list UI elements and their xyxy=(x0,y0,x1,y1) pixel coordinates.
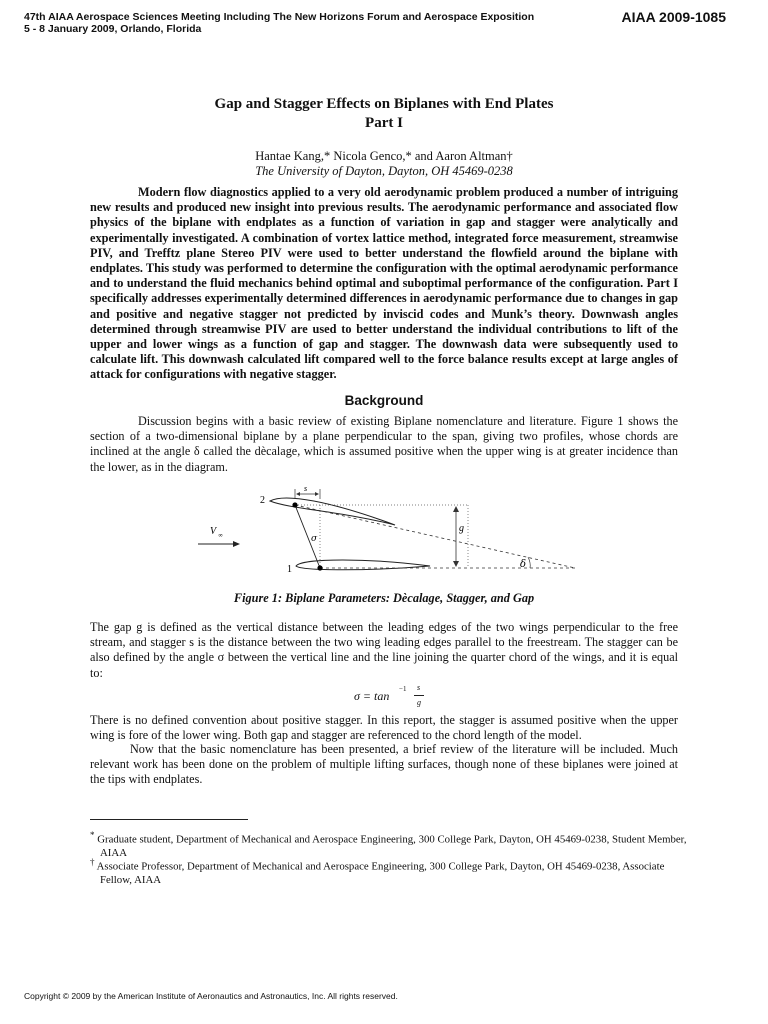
conference-header xyxy=(24,11,534,35)
footnote-2 xyxy=(90,856,688,887)
abstract: Modern flow diagnostics applied to a very old aerodynamic problem produced a number of intriguing new results and produced new insight into previous results. The aerodynamic performance and associated flow physics of the biplane with endplates as a function of variation in gap and stagger were analytically and experimentally investigated. A combination of vortex lattice method, integrated force measurement, streamwise PIV, and Trefftz plane Stereo PIV were used to better understand the flowfield around the biplane with endplates. This study was performed to determine the configuration with the optimal aerodynamic performance and to understand the fluid mechanics behind optimal and suboptimal performance of the configuration. Part I specifically addresses experimentally determined differences in aerodynamic performance due to changes in gap and positive and negative stagger not predicted by inviscid codes and Munk’s theory. Downwash angles determined through streamwise PIV are used to better understand the individual contributions to lift of the upper and lower wings as a function of gap and stagger. The downwash data were subsequently used to calculate lift. This downwash calculated lift compared well to the force balance results except at large angles of attack for configurations with negative stagger. xyxy=(90,185,678,382)
wing-1-label: 1 xyxy=(287,564,292,575)
equation-lhs: σ = tan xyxy=(354,689,390,703)
footnote-1-text: Graduate student, Department of Mechanical and Aerospace Engineering, 300 College Park, Dayton, OH 45469-0238, Student Member, AIAA xyxy=(97,833,687,859)
copyright-notice: Copyright © 2009 by the American Institute of Aeronautics and Astronautics, Inc. All rights reserved. xyxy=(24,991,398,1001)
biplane-diagram xyxy=(190,487,590,577)
equation-numerator: s xyxy=(417,683,421,692)
footnote-2-text: Associate Professor, Department of Mechanical and Aerospace Engineering, 300 College Park, Dayton, OH 45469-0238, Associate Fellow, AIAA xyxy=(96,860,665,886)
delta-label: δ xyxy=(520,559,527,570)
conference-name: 47th AIAA Aerospace Sciences Meeting Including The New Horizons Forum and Aerospace Exposition xyxy=(24,11,535,23)
conference-dates: 5 - 8 January 2009, Orlando, Florida xyxy=(24,23,202,35)
footnote-1-mark: * xyxy=(90,830,95,840)
figure-caption: Figure 1: Biplane Parameters: Dècalage, Stagger, and Gap xyxy=(233,591,535,605)
paragraph-literature: Now that the basic nomenclature has been presented, a brief review of the literature will be included. Much relevant work has been done on the problem of multiple lifting surfaces, though none of these biplanes were joined at the tips with endplates. xyxy=(90,742,678,787)
title-line-1: Gap and Stagger Effects on Biplanes with End Plates xyxy=(214,96,554,112)
authors: Hantae Kang,* Nicola Genco,* and Aaron Altman† xyxy=(255,149,513,163)
chord-extension-line xyxy=(295,505,575,568)
lower-quarter-chord-point xyxy=(317,565,322,570)
upper-quarter-chord-point xyxy=(292,502,297,507)
paragraph-gap-definition: The gap g is defined as the vertical distance between the leading edges of the two wings perpendicular to the free stream, and stagger s is the distance between the two wing leading edges parallel to the freestream. The stagger can be also defined by the angle σ between the vertical line and the line joining the quarter chord of the wings, and it is equal to: xyxy=(90,620,678,680)
footnote-2-mark: † xyxy=(90,857,95,867)
equation-fraction-bar xyxy=(414,695,424,696)
paragraph-stagger-convention: There is no defined convention about positive stagger. In this report, the stagger is assumed positive when the upper wing is fore of the lower wing. Both gap and stagger are referenced to the chord length of the model. xyxy=(90,713,678,743)
sigma-label: σ xyxy=(311,534,318,544)
footnote-divider xyxy=(90,819,248,820)
paper-number: AIAA 2009-1085 xyxy=(621,9,726,25)
affiliation: The University of Dayton, Dayton, OH 45469-0238 xyxy=(255,164,513,178)
equation-denominator: g xyxy=(417,698,421,707)
decalage-arc xyxy=(528,557,530,568)
stagger-label: s xyxy=(304,487,308,493)
paragraph-intro: Discussion begins with a basic review of existing Biplane nomenclature and literature. Figure 1 shows the section of a two-dimensional biplane by a plane perpendicular to the span, giving two profiles, whose chords are inclined at the angle δ called the dècalage, which is assumed positive when the upper wing is at greater incidence than the lower, as in the diagram. xyxy=(90,414,678,474)
stagger-equation xyxy=(340,684,440,714)
gap-label: g xyxy=(459,523,464,534)
equation-exponent: −1 xyxy=(399,685,407,693)
paper-title xyxy=(0,95,768,133)
wing-2-label: 2 xyxy=(260,495,265,506)
freestream-label: V xyxy=(210,526,217,537)
upper-airfoil xyxy=(270,498,395,525)
title-line-2: Part I xyxy=(365,115,403,131)
section-heading-background: Background xyxy=(344,393,424,408)
freestream-subscript: ∞ xyxy=(218,532,223,539)
